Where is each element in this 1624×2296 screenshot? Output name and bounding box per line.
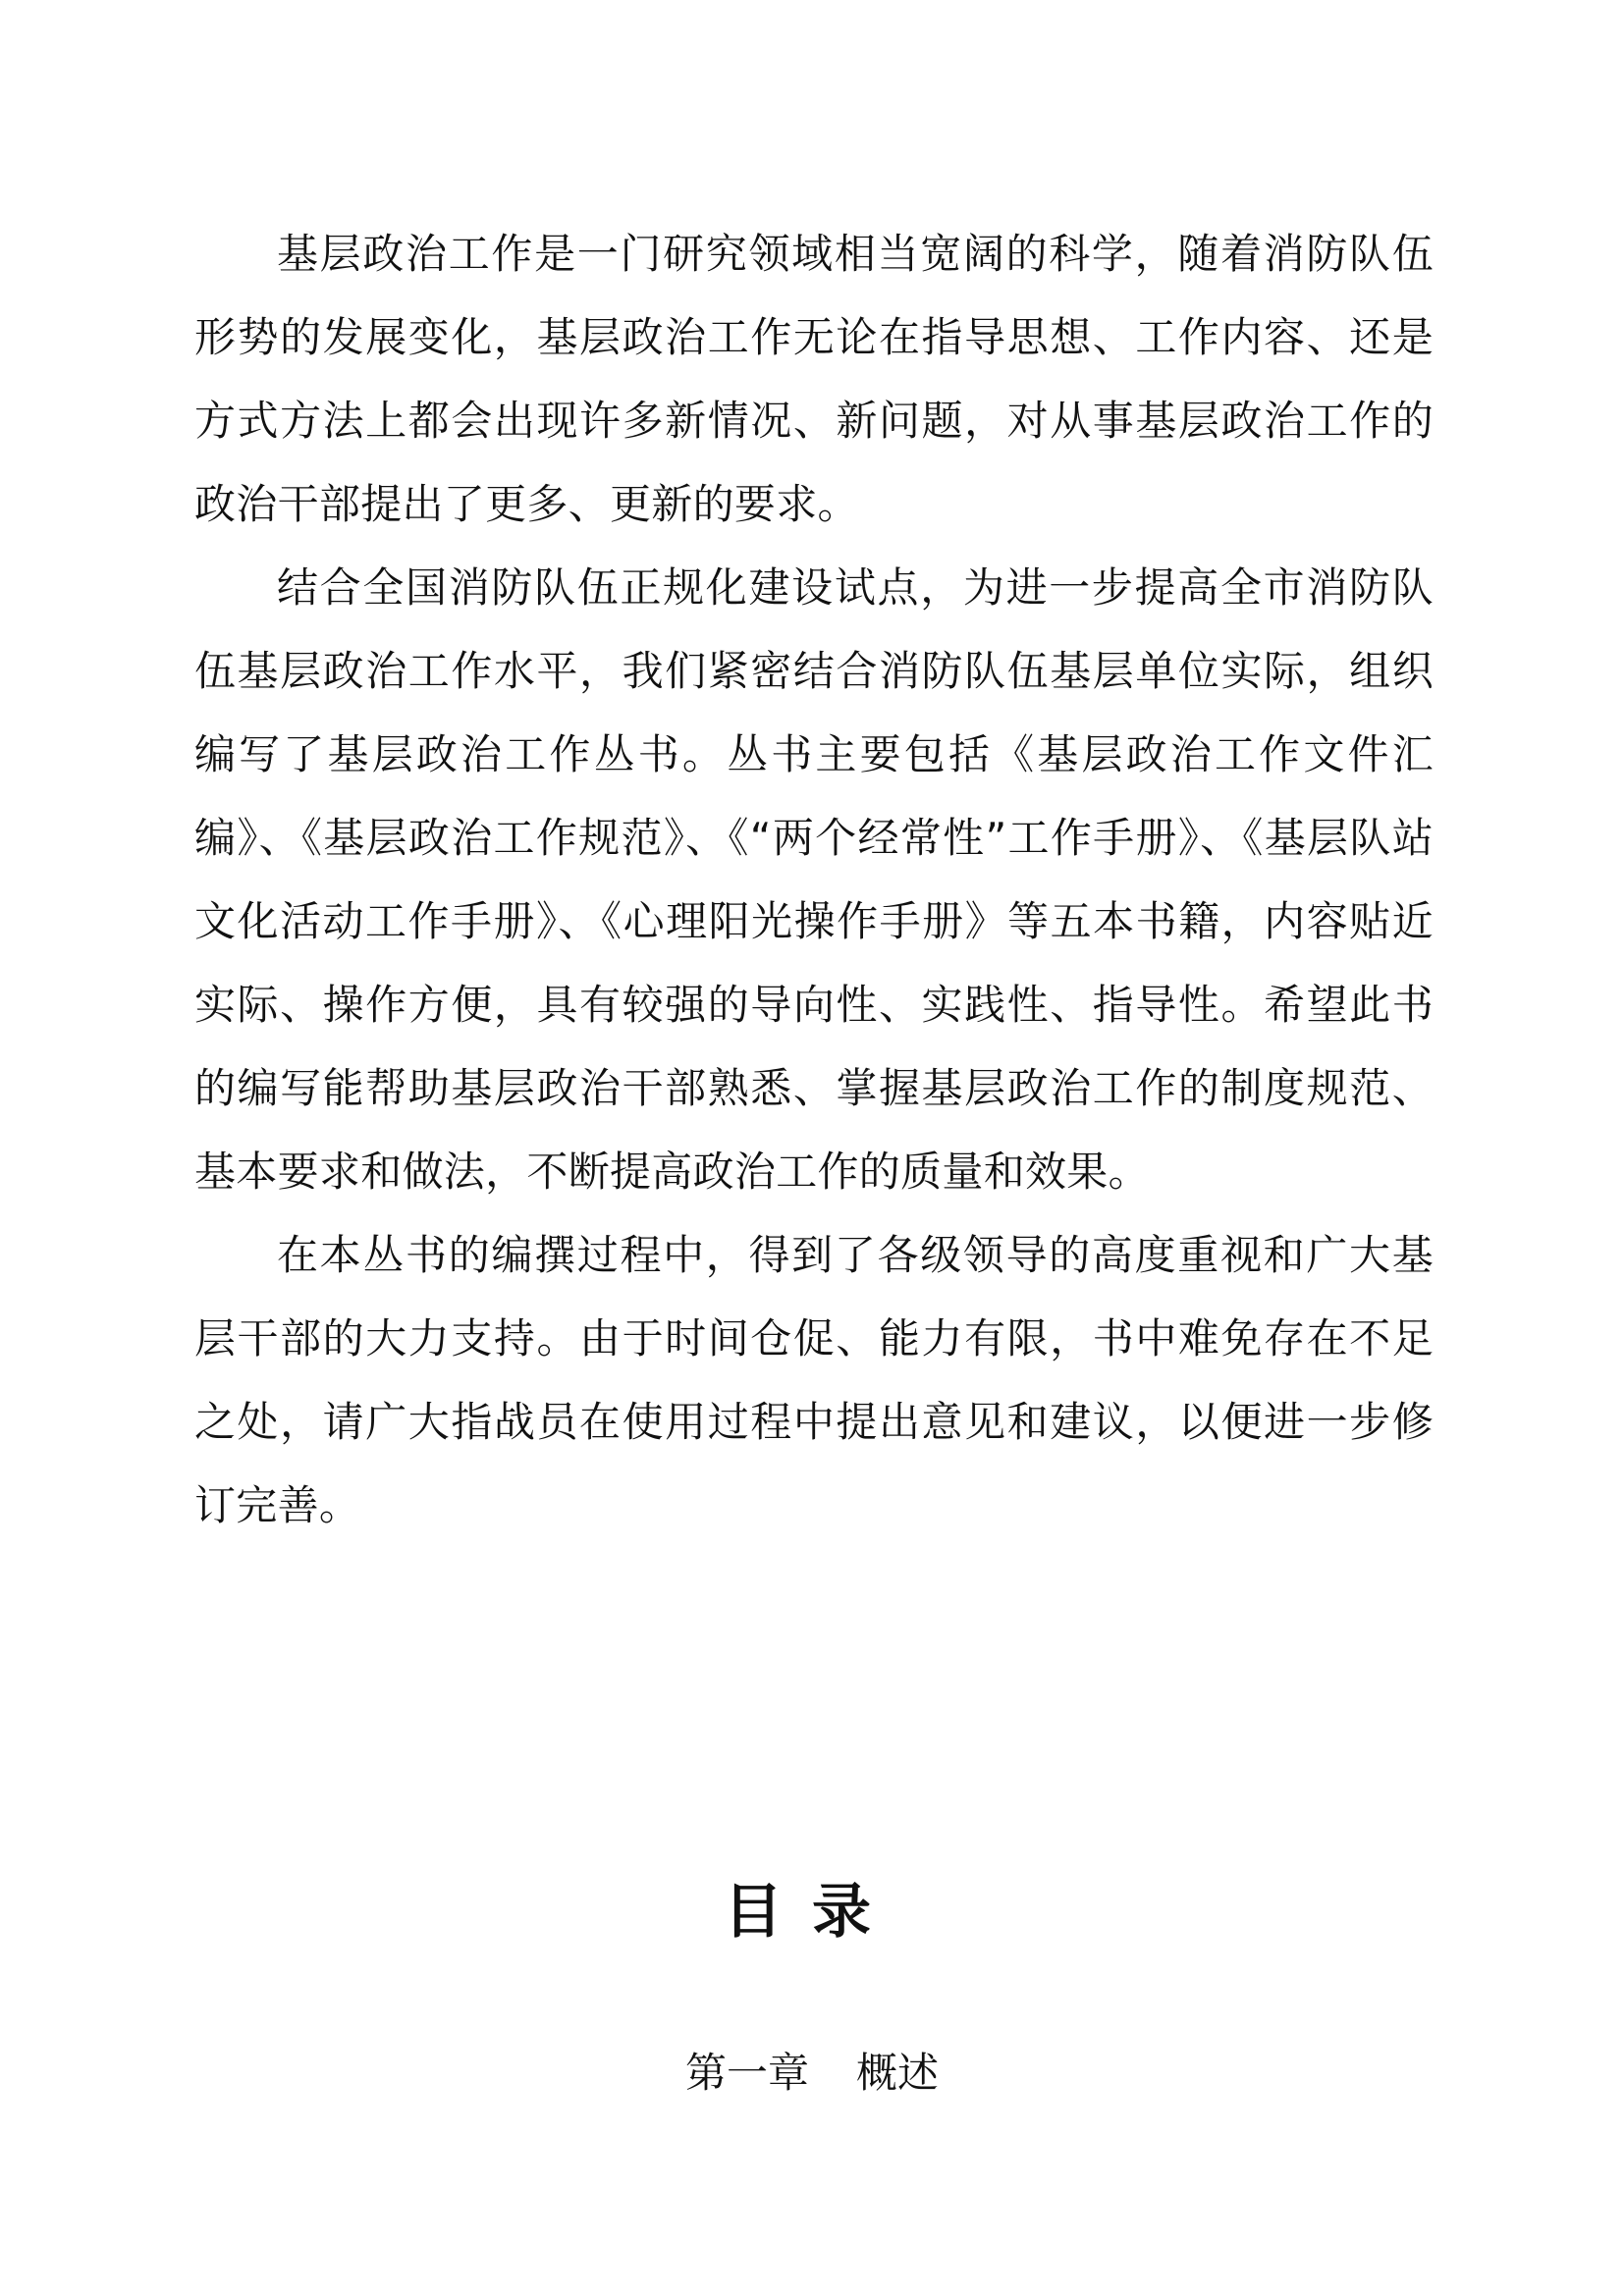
toc-entry bbox=[0, 2044, 1624, 2103]
preface-paragraph-1: 基层政治工作是一门研究领域相当宽阔的科学，随着消防队伍形势的发展变化，基层政治工作无论在指导思想、工作内容、还是方式方法上都会出现许多新情况、新问题，对从事基层政治工作的政治干部提出了更多、更新的要求。 bbox=[194, 230, 1434, 528]
toc-entry-number: 第一章 bbox=[684, 2049, 809, 2097]
toc-entry-title: 概述 bbox=[856, 2049, 940, 2097]
preface-paragraph-2: 结合全国消防队伍正规化建设试点，为进一步提高全市消防队伍基层政治工作水平，我们紧密结合消防队伍基层单位实际，组织编写了基层政治工作丛书。丛书主要包括《基层政治工作文件汇编》、《基层政治工作规范》、《“两个经常性”工作手册》、《基层队站文化活动工作手册》、《心理阳光操作手册》等五本书籍，内容贴近实际、操作方便，具有较强的导向性、实践性、指导性。希望此书的编写能帮助基层政治干部熟悉、掌握基层政治工作的制度规范、基本要求和做法，不断提高政治工作的质量和效果。 bbox=[194, 563, 1434, 1196]
preface-paragraph-3: 在本丛书的编撰过程中，得到了各级领导的高度重视和广大基层干部的大力支持。由于时间仓促、能力有限，书中难免存在不足之处，请广大指战员在使用过程中提出意见和建议，以便进一步修订完善。 bbox=[194, 1231, 1434, 1529]
toc-title: 目录 bbox=[724, 1878, 900, 1947]
preface-body bbox=[194, 212, 1434, 1547]
